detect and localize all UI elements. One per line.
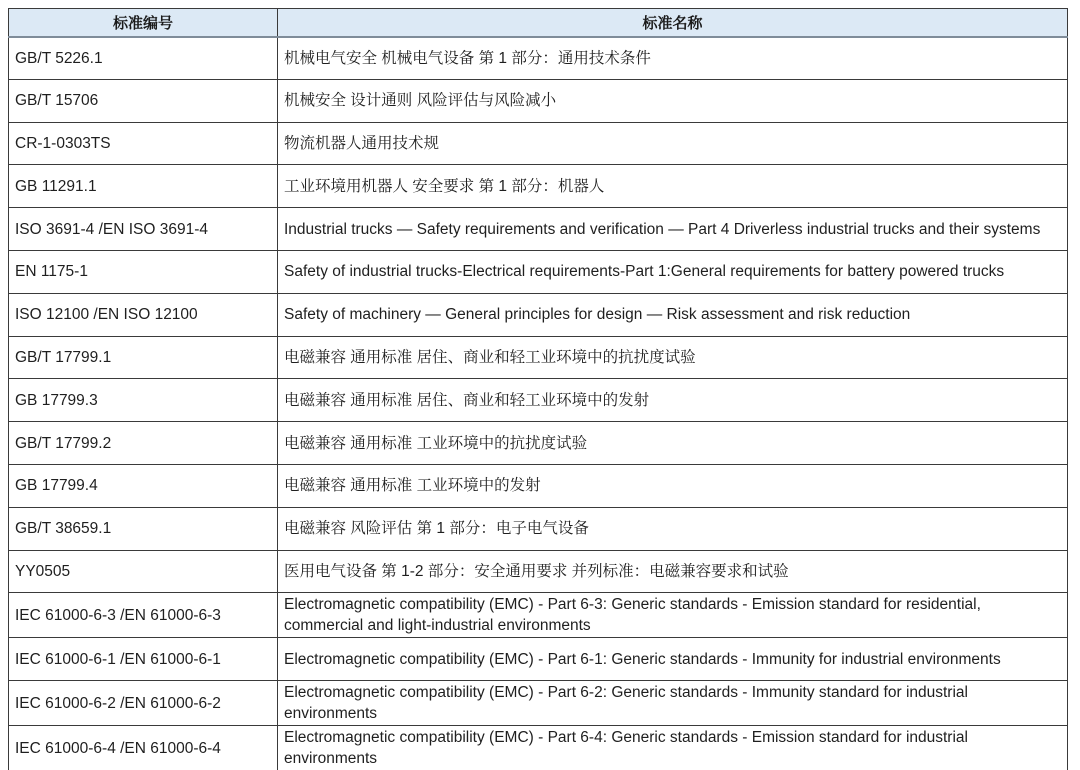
table-row	[9, 422, 1068, 465]
standard-code-cell: CR-1-0303TS	[9, 122, 278, 165]
table-row	[9, 250, 1068, 293]
standard-name-cell: 医用电气设备 第 1-2 部分：安全通用要求 并列标准：电磁兼容要求和试验	[278, 550, 1068, 593]
table-row	[9, 37, 1068, 80]
standard-code-cell: GB/T 5226.1	[9, 37, 278, 80]
standard-code-cell: GB 11291.1	[9, 165, 278, 208]
standard-code-cell: GB/T 17799.1	[9, 336, 278, 379]
standard-code-cell: YY0505	[9, 550, 278, 593]
table-row	[9, 165, 1068, 208]
standard-name-cell: 工业环境用机器人 安全要求 第 1 部分：机器人	[278, 165, 1068, 208]
table-row	[9, 379, 1068, 422]
standard-code-cell: IEC 61000-6-4 /EN 61000-6-4	[9, 726, 278, 770]
standard-name-cell: Safety of machinery — General principles for design — Risk assessment and risk reduction	[278, 293, 1068, 336]
standard-code-cell: GB/T 38659.1	[9, 507, 278, 550]
standard-name-cell: 机械电气安全 机械电气设备 第 1 部分：通用技术条件	[278, 37, 1068, 80]
standard-code-cell: IEC 61000-6-1 /EN 61000-6-1	[9, 638, 278, 681]
table-row	[9, 681, 1068, 726]
standard-name-cell: 机械安全 设计通则 风险评估与风险减小	[278, 79, 1068, 122]
table-row	[9, 79, 1068, 122]
column-header-standard-name: 标准名称	[278, 9, 1068, 37]
standard-code-cell: EN 1175-1	[9, 250, 278, 293]
standard-name-cell: Safety of industrial trucks-Electrical requirements-Part 1:General requirements for battery powered trucks	[278, 250, 1068, 293]
standard-code-cell: GB 17799.4	[9, 464, 278, 507]
table-row	[9, 726, 1068, 770]
standard-name-cell: 电磁兼容 通用标准 居住、商业和轻工业环境中的抗扰度试验	[278, 336, 1068, 379]
standard-code-cell: IEC 61000-6-2 /EN 61000-6-2	[9, 681, 278, 726]
standard-code-cell: IEC 61000-6-3 /EN 61000-6-3	[9, 593, 278, 638]
standard-code-cell: GB/T 17799.2	[9, 422, 278, 465]
standard-name-cell: Industrial trucks — Safety requirements and verification — Part 4 Driverless industrial trucks and their systems	[278, 208, 1068, 251]
header-row	[9, 9, 1068, 37]
standard-code-cell: GB/T 15706	[9, 79, 278, 122]
standard-name-cell: Electromagnetic compatibility (EMC) - Part 6-4: Generic standards - Emission standard for industrial environments	[278, 726, 1068, 770]
standard-name-cell: 电磁兼容 通用标准 工业环境中的抗扰度试验	[278, 422, 1068, 465]
standard-name-cell: Electromagnetic compatibility (EMC) - Part 6-1: Generic standards - Immunity for industrial environments	[278, 638, 1068, 681]
standard-name-cell: Electromagnetic compatibility (EMC) - Part 6-2: Generic standards - Immunity standard for industrial environments	[278, 681, 1068, 726]
standards-table-header	[9, 9, 1068, 37]
table-row	[9, 208, 1068, 251]
table-row	[9, 507, 1068, 550]
table-row	[9, 293, 1068, 336]
standards-table-body	[9, 37, 1068, 770]
column-header-standard-code: 标准编号	[9, 9, 278, 37]
table-row	[9, 122, 1068, 165]
table-row	[9, 336, 1068, 379]
standard-name-cell: 电磁兼容 风险评估 第 1 部分：电子电气设备	[278, 507, 1068, 550]
standard-code-cell: GB 17799.3	[9, 379, 278, 422]
table-row	[9, 638, 1068, 681]
standard-code-cell: ISO 12100 /EN ISO 12100	[9, 293, 278, 336]
standard-name-cell: Electromagnetic compatibility (EMC) - Part 6-3: Generic standards - Emission standard for residential, commercial and light-industrial environments	[278, 593, 1068, 638]
standard-name-cell: 电磁兼容 通用标准 居住、商业和轻工业环境中的发射	[278, 379, 1068, 422]
table-row	[9, 550, 1068, 593]
standard-code-cell: ISO 3691-4 /EN ISO 3691-4	[9, 208, 278, 251]
table-row	[9, 593, 1068, 638]
standard-name-cell: 电磁兼容 通用标准 工业环境中的发射	[278, 464, 1068, 507]
standard-name-cell: 物流机器人通用技术规	[278, 122, 1068, 165]
table-row	[9, 464, 1068, 507]
standards-table	[8, 8, 1068, 770]
